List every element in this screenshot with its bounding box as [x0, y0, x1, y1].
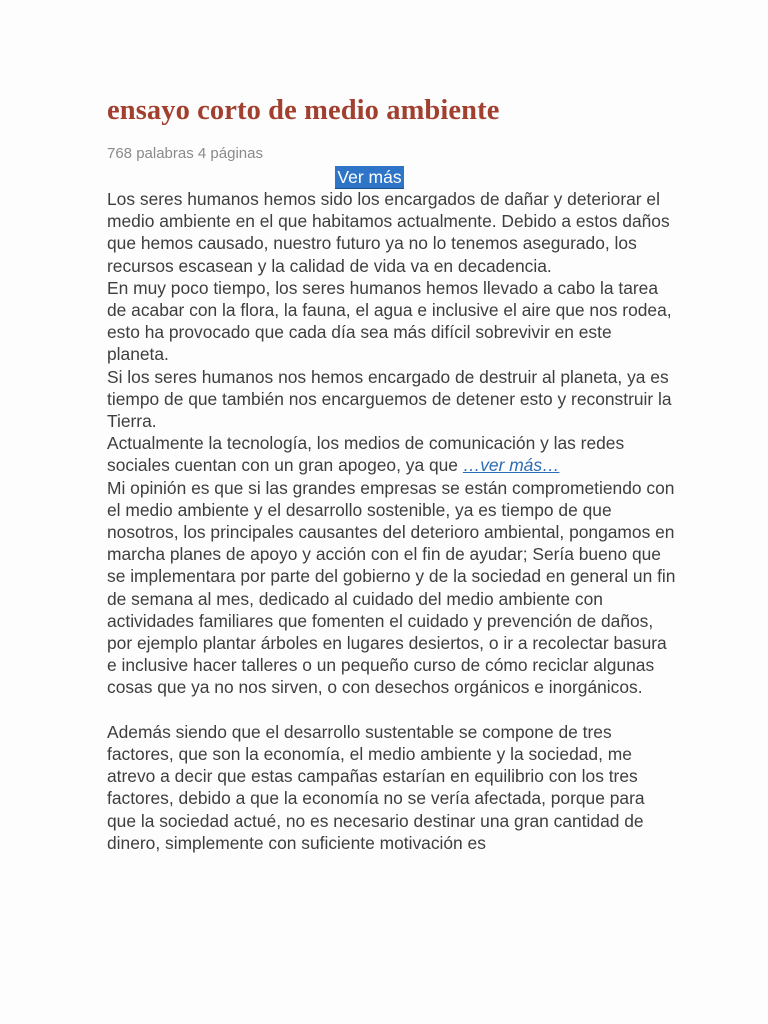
paragraph-4	[107, 432, 677, 476]
paragraph-2: En muy poco tiempo, los seres humanos hemos llevado a cabo la tarea de acabar con la flora, la fauna, el agua e inclusive el aire que nos rodea, esto ha provocado que cada día sea más difícil sobrevivir en este planeta.	[107, 277, 672, 365]
paragraph-5: Mi opinión es que si las grandes empresas se están comprometiendo con el medio ambiente y el desarrollo sostenible, ya es tiempo de que nosotros, los principales causantes del deterioro ambiental, pongamos en marcha planes de apoyo y acción con el fin de ayudar; Sería bueno que se implementara por parte del gobierno y de la sociedad en general un fin de semana al mes, dedicado al cuidado del medio ambiente con actividades familiares que fomenten el cuidado y prevención de daños, por ejemplo plantar árboles en lugares desiertos, o ir a recolectar basura e inclusive hacer talleres o un pequeño curso de cómo reciclar algunas cosas que ya no nos sirven, o con desechos orgánicos e inorgánicos.	[107, 477, 676, 698]
document-body	[107, 188, 677, 854]
ver-mas-button[interactable]: Ver más	[337, 167, 402, 187]
paragraph-1: Los seres humanos hemos sido los encargados de dañar y deteriorar el medio ambiente en el que habitamos actualmente. Debido a estos daños que hemos causado, nuestro futuro ya no lo tenemos asegurado, los recursos escasean y la calidad de vida va en decadencia.	[107, 189, 670, 276]
document-title: ensayo corto de medio ambiente	[107, 95, 500, 126]
document-meta: 768 palabras 4 páginas	[107, 145, 263, 162]
paragraph-spacer	[107, 699, 677, 721]
paragraph-3: Si los seres humanos nos hemos encargado de destruir al planeta, ya es tiempo de que también nos encarguemos de detener esto y reconstruir la Tierra.	[107, 366, 672, 432]
document-page	[107, 92, 677, 854]
ver-mas-inline-link[interactable]: …ver más…	[462, 455, 560, 476]
paragraph-4-text: Actualmente la tecnología, los medios de comunicación y las redes sociales cuentan con un gran apogeo, ya que	[107, 433, 625, 476]
paragraph-6: Además siendo que el desarrollo sustentable se compone de tres factores, que son la economía, el medio ambiente y la sociedad, me atrevo a decir que estas campañas estarían en equilibrio con los tres factores, debido a que la economía no se vería afectada, porque para que la sociedad actué, no es necesario destinar una gran cantidad de dinero, simplemente con suficiente motivación es	[107, 721, 645, 853]
ver-mas-row	[107, 166, 632, 188]
